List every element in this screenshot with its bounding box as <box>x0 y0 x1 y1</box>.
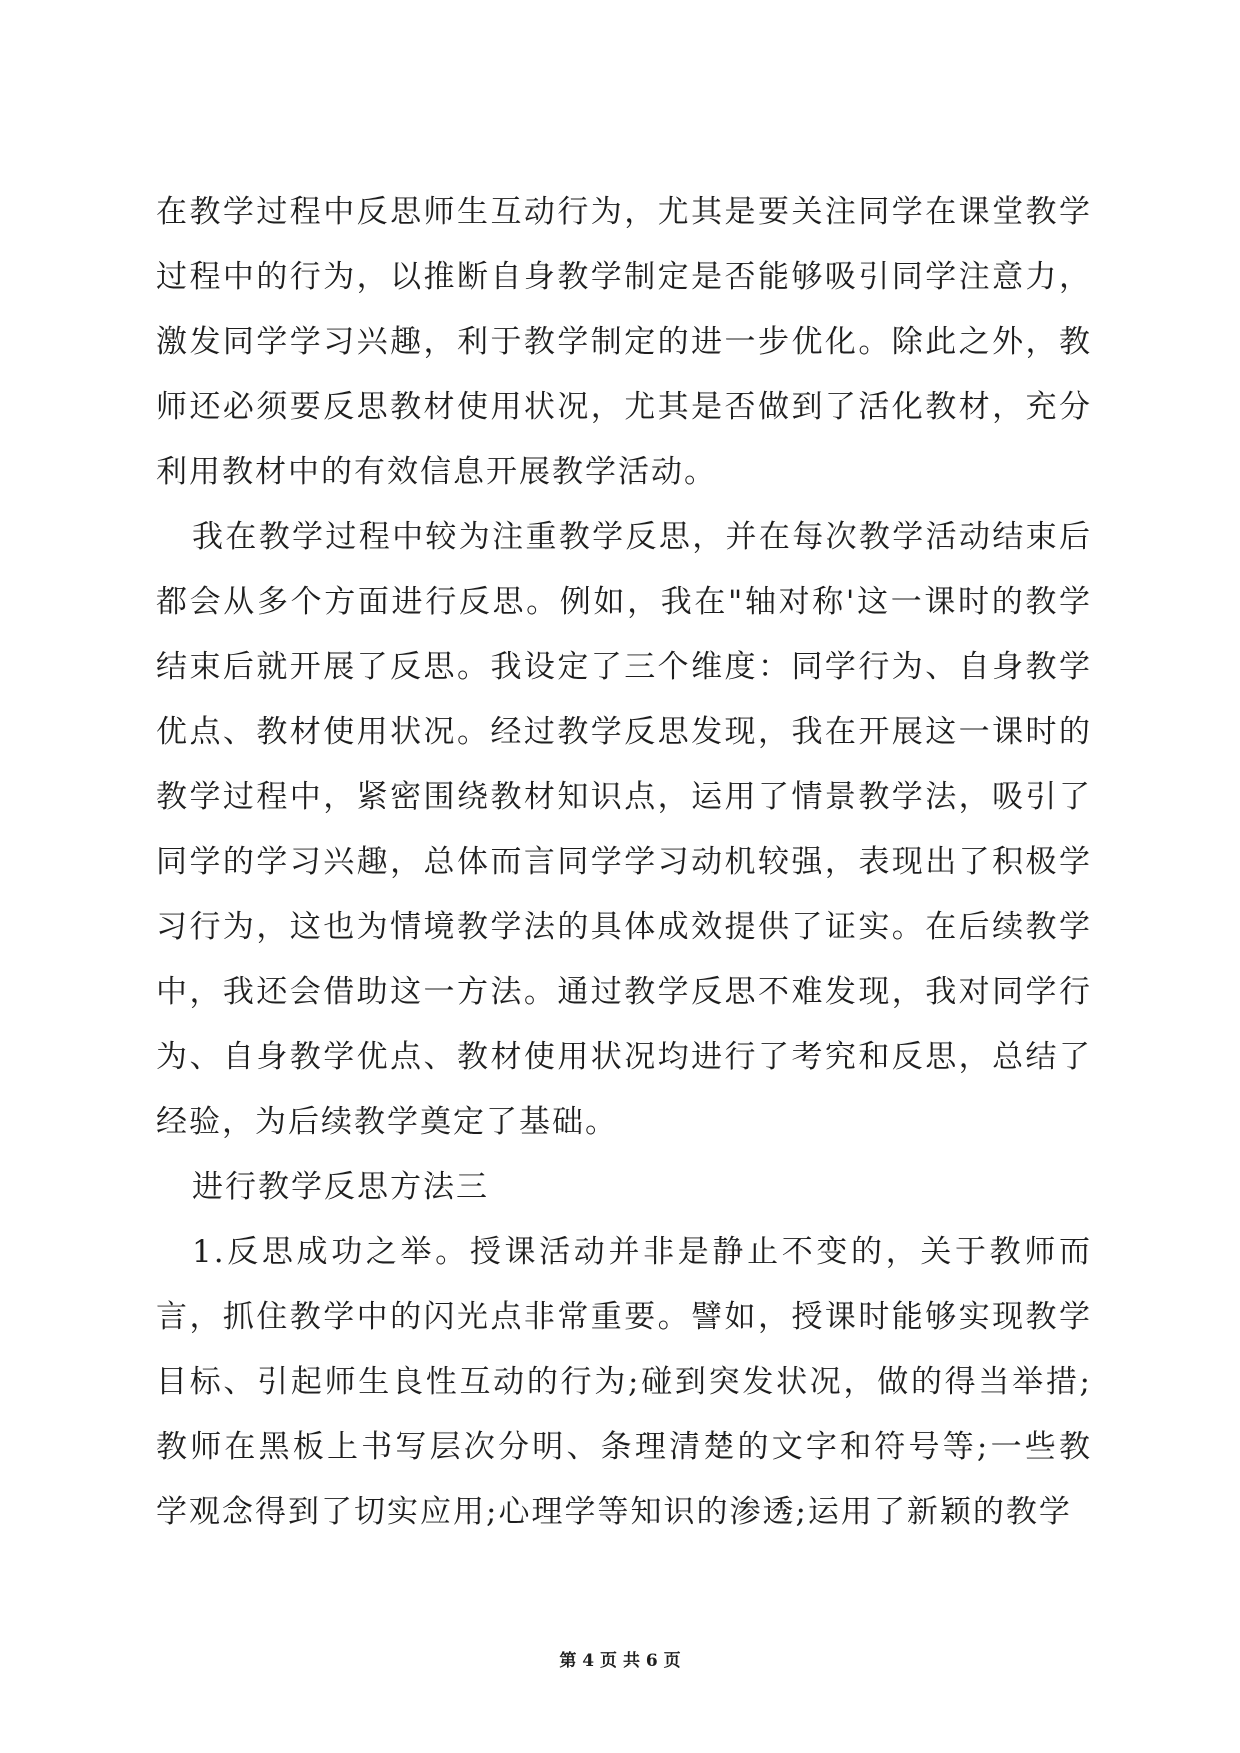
document-body <box>156 180 1092 1545</box>
paragraph-axis-symmetry-example: 我在教学过程中较为注重教学反思，并在每次教学活动结束后都会从多个方面进行反思。例如，我在"轴对称'这一课时的教学结束后就开展了反思。我设定了三个维度：同学行为、自身教学优点、教材使用状况。经过教学反思发现，我在开展这一课时的教学过程中，紧密围绕教材知识点，运用了情景教学法，吸引了同学的学习兴趣，总体而言同学学习动机较强，表现出了积极学习行为，这也为情境教学法的具体成效提供了证实。在后续教学中，我还会借助这一方法。通过教学反思不难发现，我对同学行为、自身教学优点、教材使用状况均进行了考究和反思，总结了经验，为后续教学奠定了基础。 <box>156 519 1092 1140</box>
page-number-footer: 第 4 页 共 6 页 <box>559 1651 681 1671</box>
paragraph-reflection-interaction: 在教学过程中反思师生互动行为，尤其是要关注同学在课堂教学过程中的行为，以推断自身教学制定是否能够吸引同学注意力，激发同学学习兴趣，利于教学制定的进一步优化。除此之外，教师还必须要反思教材使用状况，尤其是否做到了活化教材，充分利用教材中的有效信息开展教学活动。 <box>156 194 1092 490</box>
section-heading-method-three: 进行教学反思方法三 <box>192 1169 489 1205</box>
paragraph-reflect-success: 1.反思成功之举。授课活动并非是静止不变的，关于教师而言，抓住教学中的闪光点非常重要。譬如，授课时能够实现教学目标、引起师生良性互动的行为;碰到突发状况，做的得当举措;教师在黑板上书写层次分明、条理清楚的文字和符号等;一些教学观念得到了切实应用;心理学等知识的渗透;运用了新颖的教学 <box>156 1234 1092 1530</box>
